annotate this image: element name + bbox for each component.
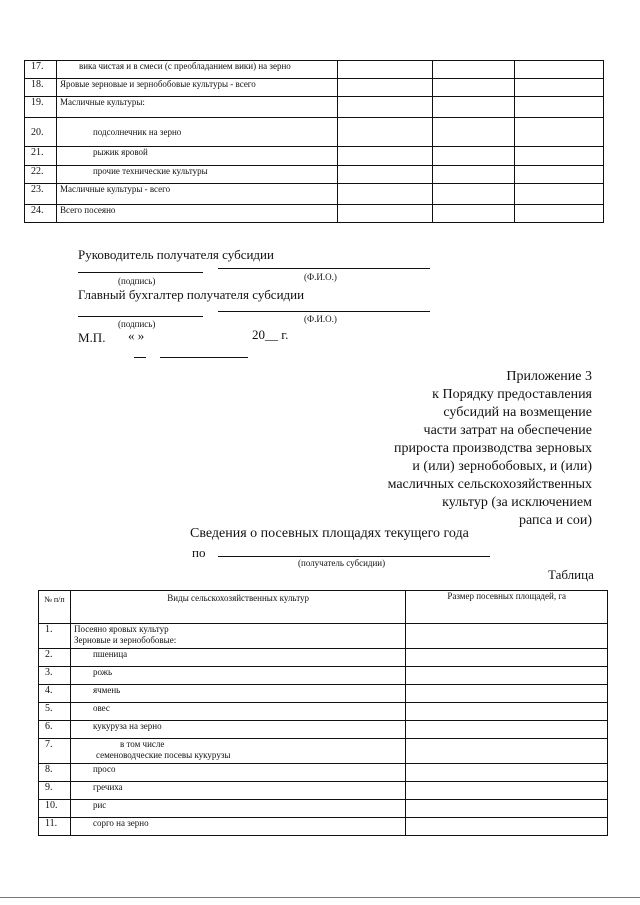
value-cell[interactable] bbox=[515, 118, 604, 147]
value-cell[interactable] bbox=[515, 205, 604, 223]
value-cell[interactable] bbox=[515, 147, 604, 166]
table-row bbox=[39, 667, 608, 685]
accountant-label: Главный бухгалтер получателя субсидии bbox=[78, 287, 305, 302]
value-cell[interactable] bbox=[337, 205, 433, 223]
area-cell[interactable] bbox=[406, 818, 608, 836]
row-number: 7. bbox=[39, 739, 71, 764]
value-cell[interactable] bbox=[433, 79, 515, 97]
value-cell[interactable] bbox=[433, 166, 515, 184]
area-cell[interactable] bbox=[406, 782, 608, 800]
table-header-row bbox=[39, 591, 608, 624]
row-number: 4. bbox=[39, 685, 71, 703]
crop-label: сорго на зерно bbox=[70, 818, 405, 836]
crop-label: гречиха bbox=[70, 782, 405, 800]
crop-label: вика чистая и в смеси (с преобладанием вики) на зерно bbox=[56, 61, 337, 79]
table-row bbox=[25, 205, 604, 223]
name-line[interactable] bbox=[218, 311, 430, 312]
area-cell[interactable] bbox=[406, 721, 608, 739]
crop-label: подсолнечник на зерно bbox=[56, 118, 337, 147]
table-row bbox=[25, 61, 604, 79]
appendix-line: к Порядку предоставления bbox=[432, 387, 592, 402]
area-cell[interactable] bbox=[406, 800, 608, 818]
table-row bbox=[39, 764, 608, 782]
row-number: 20. bbox=[25, 118, 57, 147]
value-cell[interactable] bbox=[433, 184, 515, 205]
row-number: 18. bbox=[25, 79, 57, 97]
signature-caption: (подпись) bbox=[118, 276, 156, 286]
row-number: 19. bbox=[25, 97, 57, 118]
value-cell[interactable] bbox=[433, 205, 515, 223]
row-number: 11. bbox=[39, 818, 71, 836]
form-title: Сведения о посевных площадях текущего года bbox=[190, 526, 469, 541]
signature-caption: (подпись) bbox=[118, 319, 156, 329]
area-cell[interactable] bbox=[406, 703, 608, 721]
table-row bbox=[25, 118, 604, 147]
crop-label: Всего посеяно bbox=[56, 205, 337, 223]
date-year: 20__ г. bbox=[252, 327, 289, 342]
crop-label-line: семеноводческие посевы кукурузы bbox=[95, 750, 231, 760]
value-cell[interactable] bbox=[337, 97, 433, 118]
value-cell[interactable] bbox=[337, 147, 433, 166]
crop-label: просо bbox=[70, 764, 405, 782]
table-row bbox=[25, 147, 604, 166]
area-cell[interactable] bbox=[406, 667, 608, 685]
value-cell[interactable] bbox=[515, 79, 604, 97]
crop-label: овес bbox=[70, 703, 405, 721]
row-number: 1. bbox=[39, 624, 71, 649]
table-row bbox=[39, 649, 608, 667]
crop-label: Масличные культуры: bbox=[56, 97, 337, 118]
area-cell[interactable] bbox=[406, 685, 608, 703]
crop-label: Яровые зерновые и зернобобовые культуры - всего bbox=[56, 79, 337, 97]
table-row bbox=[39, 818, 608, 836]
signature-line[interactable] bbox=[78, 316, 203, 317]
date-line[interactable] bbox=[160, 357, 248, 358]
appendix-line: масличных сельскохозяйственных bbox=[387, 477, 592, 492]
row-number: 5. bbox=[39, 703, 71, 721]
value-cell[interactable] bbox=[337, 61, 433, 79]
row-number: 8. bbox=[39, 764, 71, 782]
crop-label: рожь bbox=[70, 667, 405, 685]
table-row bbox=[25, 166, 604, 184]
value-cell[interactable] bbox=[433, 61, 515, 79]
value-cell[interactable] bbox=[515, 97, 604, 118]
area-cell[interactable] bbox=[406, 764, 608, 782]
row-number: 22. bbox=[25, 166, 57, 184]
crop-label: Масличные культуры - всего bbox=[56, 184, 337, 205]
crop-label: прочие технические культуры bbox=[56, 166, 337, 184]
po-label: по bbox=[192, 545, 206, 560]
value-cell[interactable] bbox=[515, 61, 604, 79]
appendix-line: и (или) зернобобовых, и (или) bbox=[412, 459, 592, 474]
recipient-caption: (получатель субсидии) bbox=[298, 558, 386, 568]
row-number: 23. bbox=[25, 184, 57, 205]
appendix-header bbox=[388, 368, 592, 530]
appendix-line: субсидий на возмещение bbox=[443, 405, 592, 420]
row-number: 24. bbox=[25, 205, 57, 223]
table-row bbox=[39, 721, 608, 739]
row-number: 21. bbox=[25, 147, 57, 166]
table-row bbox=[39, 685, 608, 703]
sown-area-table bbox=[38, 590, 608, 836]
crop-label: рис bbox=[70, 800, 405, 818]
name-caption: (Ф.И.О.) bbox=[304, 314, 337, 324]
crop-label-line: в том числе bbox=[119, 739, 165, 749]
table-row bbox=[39, 800, 608, 818]
crop-label: ячмень bbox=[70, 685, 405, 703]
name-caption: (Ф.И.О.) bbox=[304, 272, 337, 282]
row-number: 9. bbox=[39, 782, 71, 800]
value-cell[interactable] bbox=[337, 118, 433, 147]
appendix-line: рапса и сои) bbox=[519, 513, 592, 528]
crops-table-continuation bbox=[24, 60, 604, 223]
row-number: 3. bbox=[39, 667, 71, 685]
row-number: 2. bbox=[39, 649, 71, 667]
table-row bbox=[25, 184, 604, 205]
value-cell[interactable] bbox=[433, 147, 515, 166]
appendix-line: части затрат на обеспечение bbox=[423, 423, 592, 438]
date-line[interactable] bbox=[134, 357, 146, 358]
table-row bbox=[25, 97, 604, 118]
name-line[interactable] bbox=[218, 268, 430, 269]
signature-line[interactable] bbox=[78, 272, 203, 273]
appendix-line: прироста производства зерновых bbox=[393, 441, 592, 456]
value-cell[interactable] bbox=[433, 97, 515, 118]
value-cell[interactable] bbox=[515, 166, 604, 184]
area-cell[interactable] bbox=[406, 649, 608, 667]
value-cell[interactable] bbox=[337, 79, 433, 97]
table-row bbox=[39, 624, 608, 649]
value-cell[interactable] bbox=[515, 184, 604, 205]
table-caption: Таблица bbox=[548, 567, 594, 582]
value-cell[interactable] bbox=[433, 118, 515, 147]
crop-label: пшеница bbox=[70, 649, 405, 667]
area-cell[interactable] bbox=[406, 624, 608, 649]
row-number: 10. bbox=[39, 800, 71, 818]
recipient-line[interactable] bbox=[218, 556, 490, 557]
crop-label-line: Посеяно яровых культур bbox=[73, 624, 169, 634]
header-area: Размер посевных площадей, га bbox=[406, 591, 608, 624]
area-cell[interactable] bbox=[406, 739, 608, 764]
header-num: № п/п bbox=[39, 591, 71, 624]
table-row bbox=[39, 782, 608, 800]
date-day: « » bbox=[128, 328, 145, 343]
crop-label bbox=[70, 739, 405, 764]
appendix-line: культур (за исключением bbox=[442, 495, 592, 510]
head-label: Руководитель получателя субсидии bbox=[78, 247, 274, 262]
page-edge-divider bbox=[0, 897, 640, 898]
table-row bbox=[39, 703, 608, 721]
stamp-mark: М.П. bbox=[78, 330, 106, 345]
table-row bbox=[25, 79, 604, 97]
crop-label: кукуруза на зерно bbox=[70, 721, 405, 739]
appendix-line: Приложение 3 bbox=[506, 369, 592, 384]
row-number: 6. bbox=[39, 721, 71, 739]
crop-label-line: Зерновые и зернобобовые: bbox=[73, 635, 177, 645]
header-crop: Виды сельскохозяйственных культур bbox=[70, 591, 405, 624]
row-number: 17. bbox=[25, 61, 57, 79]
crop-label: рыжик яровой bbox=[56, 147, 337, 166]
value-cell[interactable] bbox=[337, 166, 433, 184]
table-row bbox=[39, 739, 608, 764]
crop-label bbox=[70, 624, 405, 649]
value-cell[interactable] bbox=[337, 184, 433, 205]
